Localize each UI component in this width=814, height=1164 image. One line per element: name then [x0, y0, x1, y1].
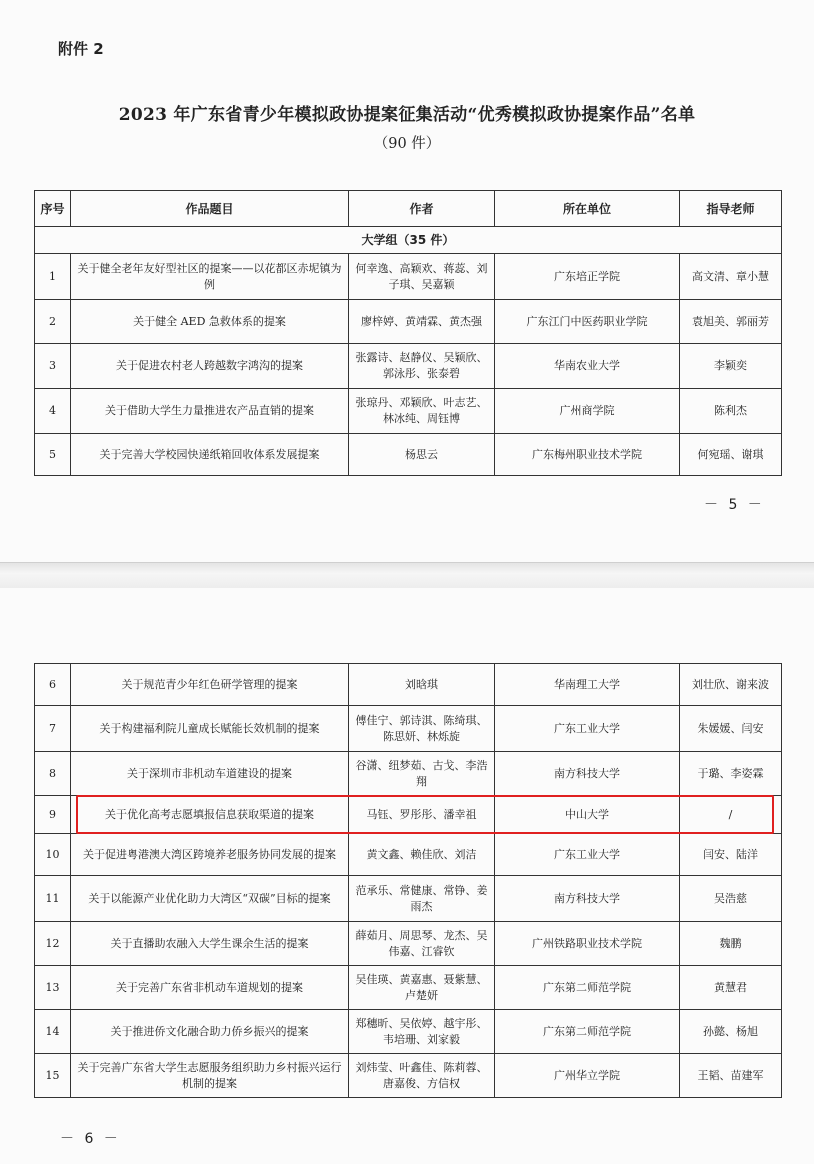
table-header-row	[35, 191, 782, 227]
row-number: 15	[35, 1054, 71, 1098]
row-number: 3	[35, 344, 71, 389]
row-advisor: 陈利杰	[680, 389, 782, 434]
row-title: 关于健全 AED 急救体系的提案	[71, 300, 349, 344]
row-unit: 华南农业大学	[495, 344, 680, 389]
row-authors: 杨思云	[349, 434, 495, 476]
col-header-title: 作品题目	[71, 191, 349, 227]
row-unit: 广东工业大学	[495, 834, 680, 876]
row-number: 10	[35, 834, 71, 876]
row-title: 关于完善广东省非机动车道规划的提案	[71, 966, 349, 1010]
document-subtitle: （90 件）	[373, 136, 441, 152]
row-advisor: 黄慧君	[680, 966, 782, 1010]
award-list-table-part1	[34, 190, 782, 476]
row-authors: 刘晗琪	[349, 664, 495, 706]
row-title: 关于以能源产业优化助力大湾区“双碳”目标的提案	[71, 876, 349, 922]
row-title: 关于规范青少年红色研学管理的提案	[71, 664, 349, 706]
row-advisor: 闫安、陆洋	[680, 834, 782, 876]
table-row	[35, 876, 782, 922]
row-advisor: 吴浩慈	[680, 876, 782, 922]
row-title: 关于构建福利院儿童成长赋能长效机制的提案	[71, 706, 349, 752]
row-unit: 广东第二师范学院	[495, 966, 680, 1010]
row-advisor: 高文清、章小慧	[680, 254, 782, 300]
row-authors: 郑穗昕、吴依婷、越宇彤、韦培珊、刘家毅	[349, 1010, 495, 1054]
group-label: 大学组（35 件）	[35, 227, 782, 254]
table-row	[35, 1010, 782, 1054]
row-number: 5	[35, 434, 71, 476]
row-authors: 范承乐、常健康、常铮、姜雨杰	[349, 876, 495, 922]
row-unit: 华南理工大学	[495, 664, 680, 706]
row-unit: 中山大学	[495, 796, 680, 834]
row-title: 关于推进侨文化融合助力侨乡振兴的提案	[71, 1010, 349, 1054]
table-row	[35, 706, 782, 752]
row-number: 12	[35, 922, 71, 966]
page-gap	[0, 562, 814, 590]
row-authors: 廖梓婷、黄靖霖、黄杰强	[349, 300, 495, 344]
award-list-table-part2	[34, 663, 782, 1098]
row-advisor: 袁旭美、郭丽芳	[680, 300, 782, 344]
row-advisor: /	[680, 796, 782, 834]
row-unit: 广东培正学院	[495, 254, 680, 300]
row-advisor: 何宛瑶、谢琪	[680, 434, 782, 476]
col-header-advisor: 指导老师	[680, 191, 782, 227]
row-advisor: 刘壮欣、谢来波	[680, 664, 782, 706]
row-number: 11	[35, 876, 71, 922]
row-number: 2	[35, 300, 71, 344]
row-title: 关于促进农村老人跨越数字鸿沟的提案	[71, 344, 349, 389]
row-authors: 黄文鑫、赖佳欣、刘洁	[349, 834, 495, 876]
row-advisor: 王韬、苗建军	[680, 1054, 782, 1098]
attachment-label: 附件 2	[58, 40, 104, 58]
row-title: 关于直播助农融入大学生课余生活的提案	[71, 922, 349, 966]
row-authors: 谷潇、纽梦茹、古戈、李浩翔	[349, 752, 495, 796]
table-row	[35, 300, 782, 344]
table-row	[35, 966, 782, 1010]
row-unit: 广州铁路职业技术学院	[495, 922, 680, 966]
row-title: 关于完善大学校园快递纸箱回收体系发展提案	[71, 434, 349, 476]
row-number: 8	[35, 752, 71, 796]
row-number: 7	[35, 706, 71, 752]
table-row	[35, 434, 782, 476]
row-unit: 广东工业大学	[495, 706, 680, 752]
table-row	[35, 389, 782, 434]
row-unit: 广东江门中医药职业学院	[495, 300, 680, 344]
col-header-number: 序号	[35, 191, 71, 227]
row-advisor: 朱媛媛、闫安	[680, 706, 782, 752]
row-advisor: 孙懿、杨旭	[680, 1010, 782, 1054]
table-row	[35, 752, 782, 796]
row-authors: 张琼丹、邓颖欣、叶志艺、林冰纯、周钰博	[349, 389, 495, 434]
group-row	[35, 227, 782, 254]
table-row	[35, 922, 782, 966]
row-unit: 广东梅州职业技术学院	[495, 434, 680, 476]
table-row	[35, 796, 782, 834]
row-advisor: 魏鹏	[680, 922, 782, 966]
row-unit: 南方科技大学	[495, 752, 680, 796]
page-number: － 6 －	[60, 1131, 121, 1147]
document-title: 2023 年广东省青少年模拟政协提案征集活动“优秀模拟政协提案作品”名单	[118, 105, 696, 125]
row-title: 关于借助大学生力量推进农产品直销的提案	[71, 389, 349, 434]
row-authors: 吴佳瑛、黄嘉惠、聂紫慧、卢楚妍	[349, 966, 495, 1010]
row-title: 关于健全老年友好型社区的提案——以花都区赤坭镇为例	[71, 254, 349, 300]
row-unit: 南方科技大学	[495, 876, 680, 922]
row-unit: 广州华立学院	[495, 1054, 680, 1098]
row-authors: 张露诗、赵静仪、吴颖欣、郭泳彤、张泰碧	[349, 344, 495, 389]
row-authors: 薛茹月、周思琴、龙杰、吴伟嘉、江睿钦	[349, 922, 495, 966]
row-title: 关于优化高考志愿填报信息获取渠道的提案	[71, 796, 349, 834]
row-number: 9	[35, 796, 71, 834]
row-number: 4	[35, 389, 71, 434]
row-advisor: 李颖奕	[680, 344, 782, 389]
row-unit: 广东第二师范学院	[495, 1010, 680, 1054]
row-number: 13	[35, 966, 71, 1010]
document-page-5	[0, 0, 814, 562]
row-number: 1	[35, 254, 71, 300]
row-authors: 何幸逸、高颖欢、蒋蕊、刘子琪、吴嘉颖	[349, 254, 495, 300]
row-authors: 刘炜莹、叶鑫佳、陈莉蓉、唐嘉俊、方信权	[349, 1054, 495, 1098]
row-authors: 马钰、罗彤彤、潘幸祖	[349, 796, 495, 834]
row-authors: 傅佳宁、郭诗淇、陈绮琪、陈思妍、林烁旋	[349, 706, 495, 752]
table-row	[35, 1054, 782, 1098]
row-advisor: 于璐、李姿霖	[680, 752, 782, 796]
table-row	[35, 664, 782, 706]
row-title: 关于促进粤港澳大湾区跨境养老服务协同发展的提案	[71, 834, 349, 876]
page-number: － 5 －	[704, 497, 765, 513]
table-row	[35, 344, 782, 389]
row-title: 关于完善广东省大学生志愿服务组织助力乡村振兴运行机制的提案	[71, 1054, 349, 1098]
col-header-authors: 作者	[349, 191, 495, 227]
row-number: 14	[35, 1010, 71, 1054]
row-title: 关于深圳市非机动车道建设的提案	[71, 752, 349, 796]
row-number: 6	[35, 664, 71, 706]
table-row	[35, 254, 782, 300]
row-unit: 广州商学院	[495, 389, 680, 434]
table-row	[35, 834, 782, 876]
col-header-unit: 所在单位	[495, 191, 680, 227]
